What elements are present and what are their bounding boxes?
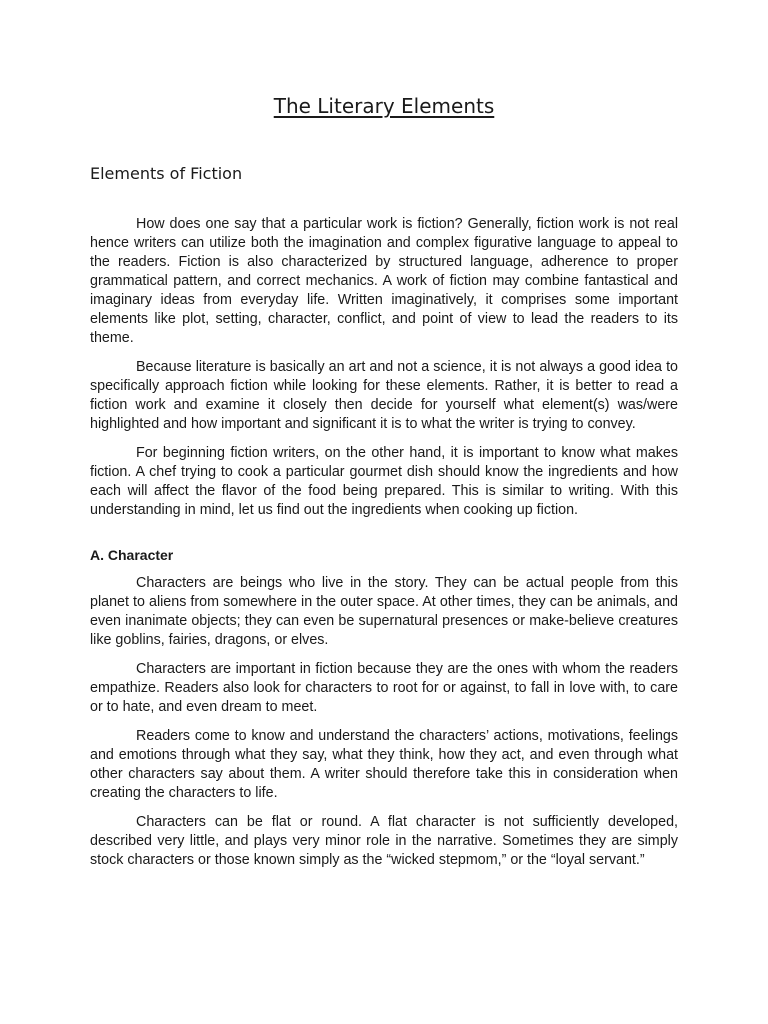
paragraph: Because literature is basically an art and not a science, it is not always a good idea to specifically approach fiction while looking for these elements. Rather, it is better to read a fiction work and examine it closely then decide for yourself what element(s) was/were highlighted and how important and significant it is to what the writer is trying to convey. (90, 359, 678, 432)
document-title: The Literary Elements (273, 94, 495, 118)
document-body (90, 215, 678, 880)
paragraph: Characters can be flat or round. A flat character is not sufficiently developed, described very little, and plays very minor role in the narrative. Sometimes they are simply stock characters or those known simply as the “wicked stepmom,” or the “loyal servant.” (90, 814, 678, 868)
paragraph: Characters are beings who live in the story. They can be actual people from this planet to aliens from somewhere in the outer space. At other times, they can be animals, and even inanimate objects; they can even be supernatural presences or make-believe creatures like goblins, fairies, dragons, or elves. (90, 575, 678, 648)
paragraph: For beginning fiction writers, on the other hand, it is important to know what makes fiction. A chef trying to cook a particular gourmet dish should know the ingredients and how each will affect the flavor of the food being prepared. This is similar to writing. With this understanding in mind, let us find out the ingredients when cooking up fiction. (90, 445, 678, 518)
paragraph: Characters are important in fiction because they are the ones with whom the readers empathize. Readers also look for characters to root for or against, to fall in love with, to care or to hate, and even dream to meet. (90, 661, 678, 715)
paragraph: How does one say that a particular work is fiction? Generally, fiction work is not real hence writers can utilize both the imagination and complex figurative language to appeal to the readers. Fiction is also characterized by structured language, adherence to proper grammatical pattern, and correct mechanics. A work of fiction may combine fantastical and imaginary ideas from everyday life. Written imaginatively, it comprises some important elements like plot, setting, character, conflict, and point of view to lead the readers to its theme. (90, 216, 678, 346)
subsection-heading: A. Character (90, 547, 174, 563)
section-heading: Elements of Fiction (90, 164, 243, 183)
paragraph: Readers come to know and understand the characters’ actions, motivations, feelings and emotions through what they say, what they think, how they act, and even through what other characters say about them. A writer should therefore take this in consideration when creating the characters to life. (90, 728, 678, 801)
